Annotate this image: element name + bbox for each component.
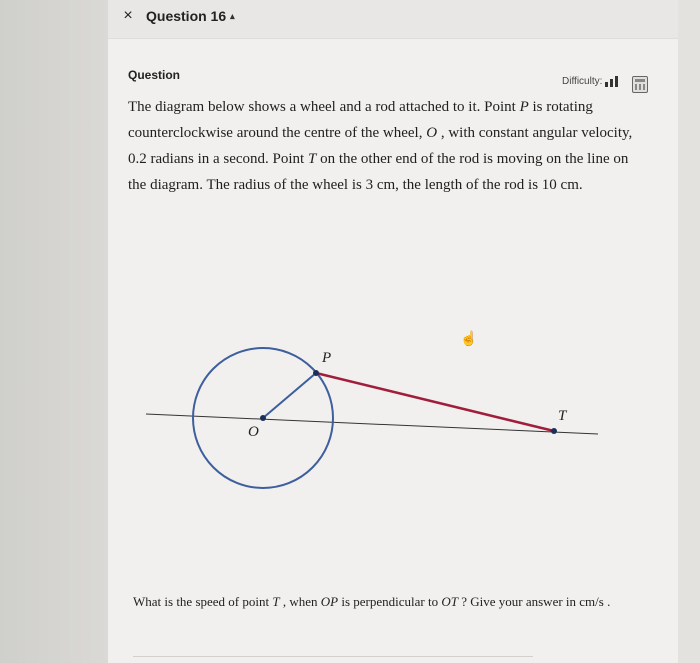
label-P: P xyxy=(322,350,332,366)
label-O: O xyxy=(248,424,259,440)
difficulty-indicator xyxy=(562,76,618,87)
calculator-icon[interactable] xyxy=(632,76,648,93)
radius-OP xyxy=(263,373,316,418)
var-P: P xyxy=(519,99,529,115)
question-text: The diagram below shows a wheel and a rod attached to it. Point P is rotating counterclockwise around the centre of the wheel, O , with constant angular velocity, 0.2 radians in a second. Point T on the other end of the rod is moving on the line on the diagram. The radius of the wheel is 3 cm, the length of the rod is 10 cm. xyxy=(128,99,633,193)
label-T: T xyxy=(558,408,567,424)
background-strip xyxy=(678,0,700,663)
var-T: T xyxy=(307,151,317,167)
answer-divider xyxy=(133,656,533,657)
difficulty-label: Difficulty: xyxy=(562,76,603,87)
background-margin xyxy=(0,0,108,663)
wheel-rod-diagram xyxy=(108,310,678,510)
section-label: Question xyxy=(128,68,181,82)
question-card xyxy=(108,0,678,663)
point-P xyxy=(313,370,319,376)
caret-up-icon: ▴ xyxy=(230,10,235,21)
question-title-toggle[interactable] xyxy=(146,8,235,24)
question-header xyxy=(108,0,678,39)
signal-bars-icon xyxy=(605,76,618,87)
question-title: Question 16 xyxy=(146,8,227,24)
rod-PT xyxy=(316,373,554,431)
var-O: O xyxy=(426,125,438,141)
point-T xyxy=(551,428,557,434)
close-icon[interactable]: × xyxy=(123,7,133,24)
hand-pointer-icon: ☝ xyxy=(460,330,478,346)
point-O xyxy=(260,415,266,421)
sub-question: What is the speed of point T , when OP is perpendicular to OT ? Give your answer in cm/s . xyxy=(133,594,611,609)
